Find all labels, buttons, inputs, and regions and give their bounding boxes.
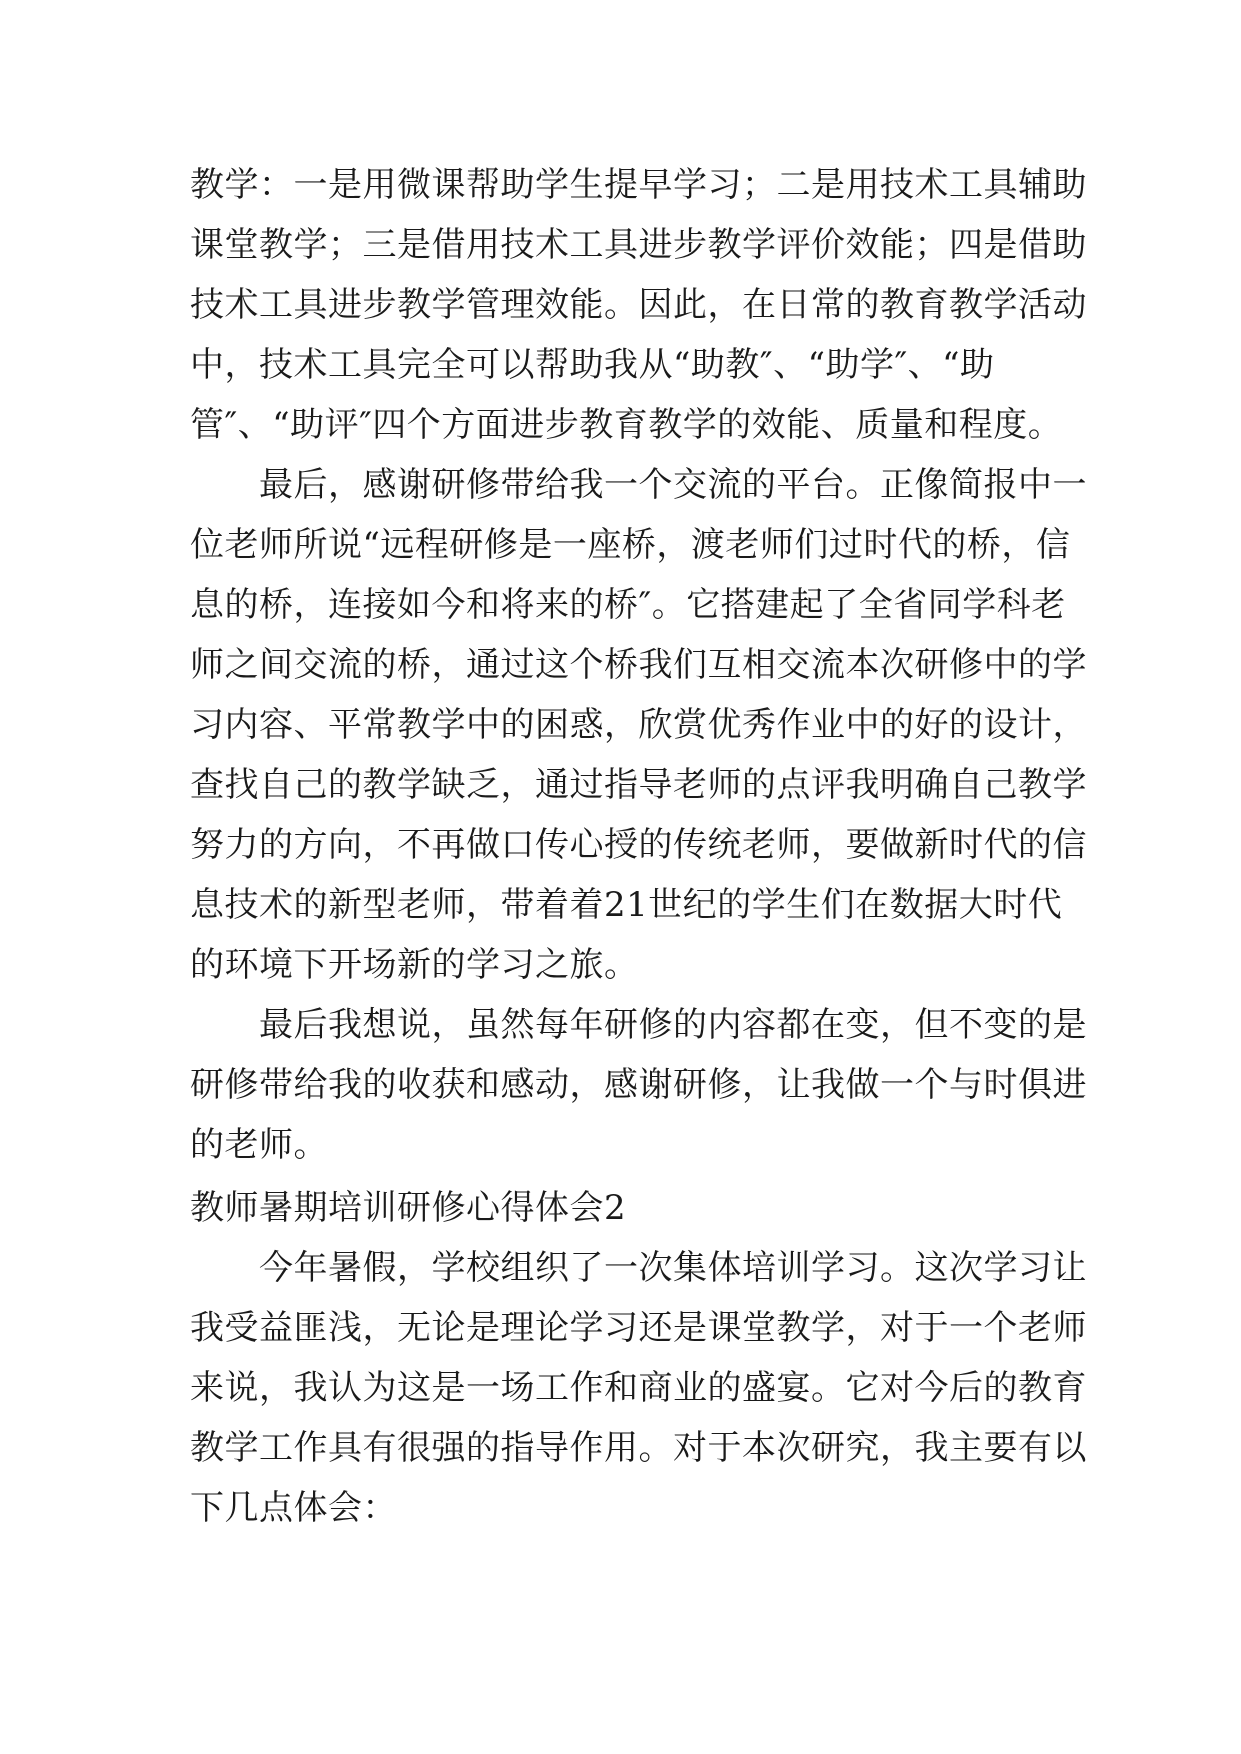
text-line: 查找自己的教学缺乏，通过指导老师的点评我明确自己教学 — [190, 765, 1087, 805]
text-line: 的老师。 — [190, 1125, 328, 1165]
text-line: 下几点体会： — [190, 1488, 397, 1528]
text-line: 教学工作具有很强的指导作用。对于本次研究，我主要有以 — [190, 1428, 1087, 1468]
text-line: 技术工具进步教学管理效能。因此，在日常的教育教学活动 — [190, 285, 1087, 325]
text-line: 最后，感谢研修带给我一个交流的平台。正像简报中一 — [190, 465, 1087, 505]
text-line: 我受益匪浅，无论是理论学习还是课堂教学，对于一个老师 — [190, 1308, 1087, 1348]
text-line: 来说，我认为这是一场工作和商业的盛宴。它对今后的教育 — [190, 1368, 1087, 1408]
body-text-section-2 — [190, 1178, 1087, 1538]
text-line: 师之间交流的桥，通过这个桥我们互相交流本次研修中的学 — [190, 645, 1087, 685]
text-line: 努力的方向，不再做口传心授的传统老师，要做新时代的信 — [190, 825, 1087, 865]
text-line: 研修带给我的收获和感动，感谢研修，让我做一个与时俱进 — [190, 1065, 1087, 1105]
text-line: 习内容、平常教学中的困惑，欣赏优秀作业中的好的设计， — [190, 705, 1087, 745]
text-line: 最后我想说，虽然每年研修的内容都在变，但不变的是 — [190, 1005, 1087, 1045]
text-line: 教学：一是用微课帮助学生提早学习；二是用技术工具辅助 — [190, 165, 1087, 205]
text-line: 中，技术工具完全可以帮助我从“助教″、“助学″、“助 — [190, 345, 995, 385]
text-line: 课堂教学；三是借用技术工具进步教学评价效能；四是借助 — [190, 225, 1087, 265]
text-line: 的环境下开场新的学习之旅。 — [190, 945, 639, 985]
text-line: 管″、“助评″四个方面进步教育教学的效能、质量和程度。 — [190, 405, 1063, 445]
body-text-section-1 — [190, 155, 1087, 1175]
text-line: 今年暑假，学校组织了一次集体培训学习。这次学习让 — [190, 1248, 1087, 1288]
text-line: 息技术的新型老师，带着着21世纪的学生们在数据大时代 — [190, 885, 1063, 925]
text-line: 位老师所说“远程研修是一座桥，渡老师们过时代的桥，信 — [190, 525, 1071, 565]
section-title: 教师暑期培训研修心得体会2 — [190, 1188, 627, 1228]
text-line: 息的桥，连接如今和将来的桥″。它搭建起了全省同学科老 — [190, 585, 1066, 625]
